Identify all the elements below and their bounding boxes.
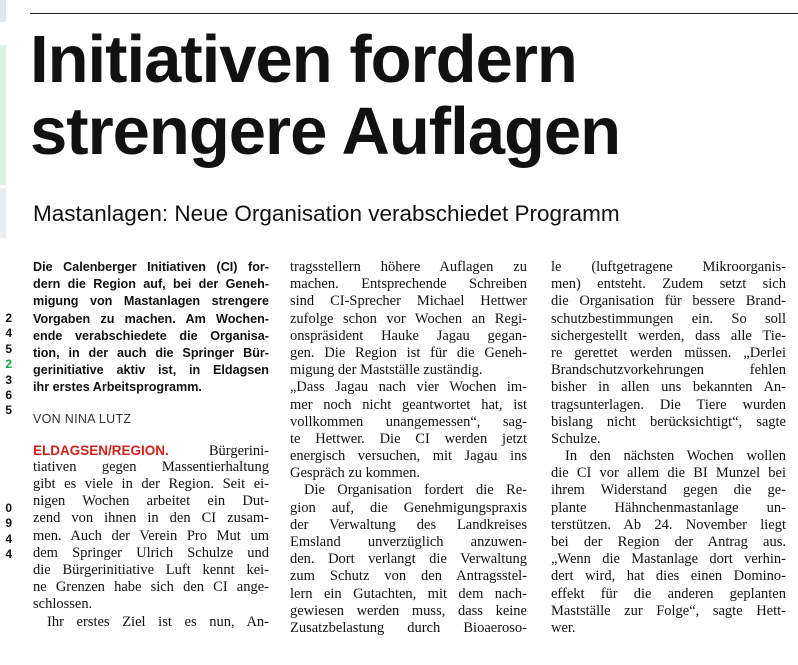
text-line: ende verabschiedete die Organisa-	[33, 328, 269, 343]
text-line: schutzbestimmungen ein. So soll	[551, 310, 786, 327]
byline: VON NINA LUTZ	[33, 411, 132, 426]
text-line: dem Springer Ulrich Schulze und	[33, 544, 269, 561]
text-line: tion, in der auch die Springer Bür-	[33, 345, 269, 360]
margin-color-bar	[0, 188, 6, 238]
headline-line: strengere Auflagen	[30, 94, 621, 169]
text-line: Mastställe zur Folge“, sagte Hett-	[551, 602, 786, 619]
text-line: nigen Wochen arbeitet ein Dut-	[33, 493, 269, 510]
text-line: die CI vor allem die BI Munzel bei	[551, 465, 786, 482]
article-column-3	[551, 259, 786, 637]
text-line: men) entsteht. Zudem setzt sich	[551, 276, 786, 293]
text-line: Die Organisation fordert die Re-	[304, 482, 527, 499]
text-line: Zusatzbelastung durch Bioaeroso-	[290, 619, 527, 636]
text-line: „Wenn die Mastanlage dort verhin-	[551, 551, 786, 568]
text-line: gewiesen werden muss, dass keine	[290, 602, 527, 619]
text-line: plante Hähnchenmastanlage un-	[551, 499, 786, 516]
text-line: men. Auch der Verein Pro Mut um	[33, 527, 269, 544]
headline	[30, 24, 798, 168]
article-column-2	[290, 259, 527, 637]
text-line: ihrem Widerstand gegen die ge-	[551, 482, 786, 499]
text-line: „Dass Jagau nach vier Wochen im-	[290, 379, 527, 396]
headline-line: Initiativen fordern	[30, 22, 577, 97]
text-line: ihr erstes Arbeitsprogramm.	[33, 380, 202, 395]
margin-number: 4	[5, 547, 12, 562]
text-fragment: Bürgerini-	[208, 442, 269, 459]
text-line: schlossen.	[33, 596, 93, 613]
margin-number: 4	[5, 326, 12, 341]
text-line: gibt es viele in der Region. Seit ei-	[33, 476, 269, 493]
text-line: Gespräch zu kommen.	[290, 465, 421, 482]
left-margin-strip	[0, 0, 14, 665]
text-line: gion auf, die Genehmigungspraxis	[290, 499, 527, 516]
text-line: Schulze.	[551, 430, 601, 447]
text-line: sichergestellt werden, dass alle Tie-	[551, 327, 786, 344]
text-line: ne Grenzen habe sich den CI ange-	[33, 579, 269, 596]
text-line: Emsland unverzüglich anzuwen-	[290, 534, 527, 550]
text-line: bislang nicht berücksichtigt“, sagte	[551, 413, 786, 430]
text-line: migung von Mastanlagen strengere	[33, 294, 269, 309]
text-line: gerinitiative aktiv ist, in Eldagsen	[33, 363, 269, 378]
dateline: ELDAGSEN/REGION.	[33, 442, 169, 458]
margin-number: 2	[5, 311, 12, 325]
text-line	[33, 442, 269, 459]
text-line: zum Schutz von den Antragsstel-	[290, 568, 527, 585]
margin-numbers-bottom	[0, 501, 12, 563]
text-line: dern die Region auf, bei der Geneh-	[33, 277, 269, 292]
text-line: zend von ihnen in den CI zusam-	[33, 510, 269, 527]
text-line: terstützen. Ab 24. November liegt	[551, 516, 786, 533]
text-line: te Hettwer. Die CI werden jetzt	[290, 430, 527, 447]
text-line: Brandschutzvorkehrungen fehlen	[551, 362, 786, 379]
text-line: tragsunterlagen. Die Tiere wurden	[551, 396, 786, 413]
text-line: wer.	[551, 619, 576, 636]
margin-number: 5	[5, 341, 12, 356]
text-line: energisch versuchen, mit Jagau ins	[290, 448, 527, 465]
text-line: tiativen gegen Massentierhaltung	[33, 458, 269, 475]
body-paragraph	[33, 442, 269, 631]
text-line: dert wird, hat dies einen Domino-	[551, 568, 786, 585]
text-line: sind CI-Sprecher Michael Hettwer	[290, 293, 527, 310]
margin-color-bar	[0, 0, 6, 22]
text-line: die Bürgerinitiative Luft kennt kei-	[33, 562, 269, 579]
margin-number: 6	[5, 388, 12, 403]
text-line: Vorgaben zu machen. Am Wochen-	[33, 311, 269, 326]
text-line: le (luftgetragene Mikroorganis-	[551, 259, 786, 275]
text-line: effekt für die anderen geplanten	[551, 585, 786, 602]
text-line: tragsstellern höhere Auflagen zu	[290, 259, 527, 275]
text-line: re gerettet werden müssen. „Derlei	[551, 344, 786, 361]
margin-numbers-top	[0, 311, 12, 419]
text-line: lern ein Gutachten, mit dem nach-	[290, 585, 527, 602]
text-line: vollkommen unangemessen“, sag-	[290, 413, 527, 430]
text-line: die Organisation für bessere Brand-	[551, 293, 786, 310]
text-line: bei der Region der Antrag aus.	[551, 534, 786, 550]
text-line: Ihr erstes Ziel ist es nun, An-	[47, 613, 269, 630]
text-line: Die Calenberger Initiativen (CI) for-	[33, 260, 269, 274]
text-line: zufolge schon vor Wochen an Regi-	[290, 310, 527, 327]
margin-number: 2	[5, 357, 12, 372]
article-column-1	[33, 259, 269, 631]
text-line: bisher in allen uns bekannten An-	[551, 379, 786, 396]
text-line: den. Dort verlangt die Verwaltung	[290, 551, 527, 568]
lead-paragraph	[33, 259, 269, 397]
text-line: der Verwaltung des Landkreises	[290, 516, 527, 533]
text-line: machen. Entsprechende Schreiben	[290, 276, 527, 293]
margin-number: 0	[5, 501, 12, 515]
margin-number: 9	[5, 516, 12, 531]
text-line: gen. Die Region ist für die Geneh-	[290, 344, 527, 361]
text-line: In den nächsten Wochen wollen	[565, 448, 786, 465]
margin-number: 3	[5, 372, 12, 387]
top-rule	[30, 13, 798, 14]
text-line: onspräsident Hauke Jagau gegan-	[290, 327, 527, 344]
text-line: mer noch nicht geantwortet hat, ist	[290, 396, 527, 413]
subheadline: Mastanlagen: Neue Organisation verabschiedet Programm	[33, 201, 620, 226]
text-line: migung der Mastställe zuständig.	[290, 362, 483, 379]
margin-number: 4	[5, 531, 12, 546]
margin-number: 5	[5, 403, 12, 418]
margin-color-bar	[0, 45, 6, 185]
